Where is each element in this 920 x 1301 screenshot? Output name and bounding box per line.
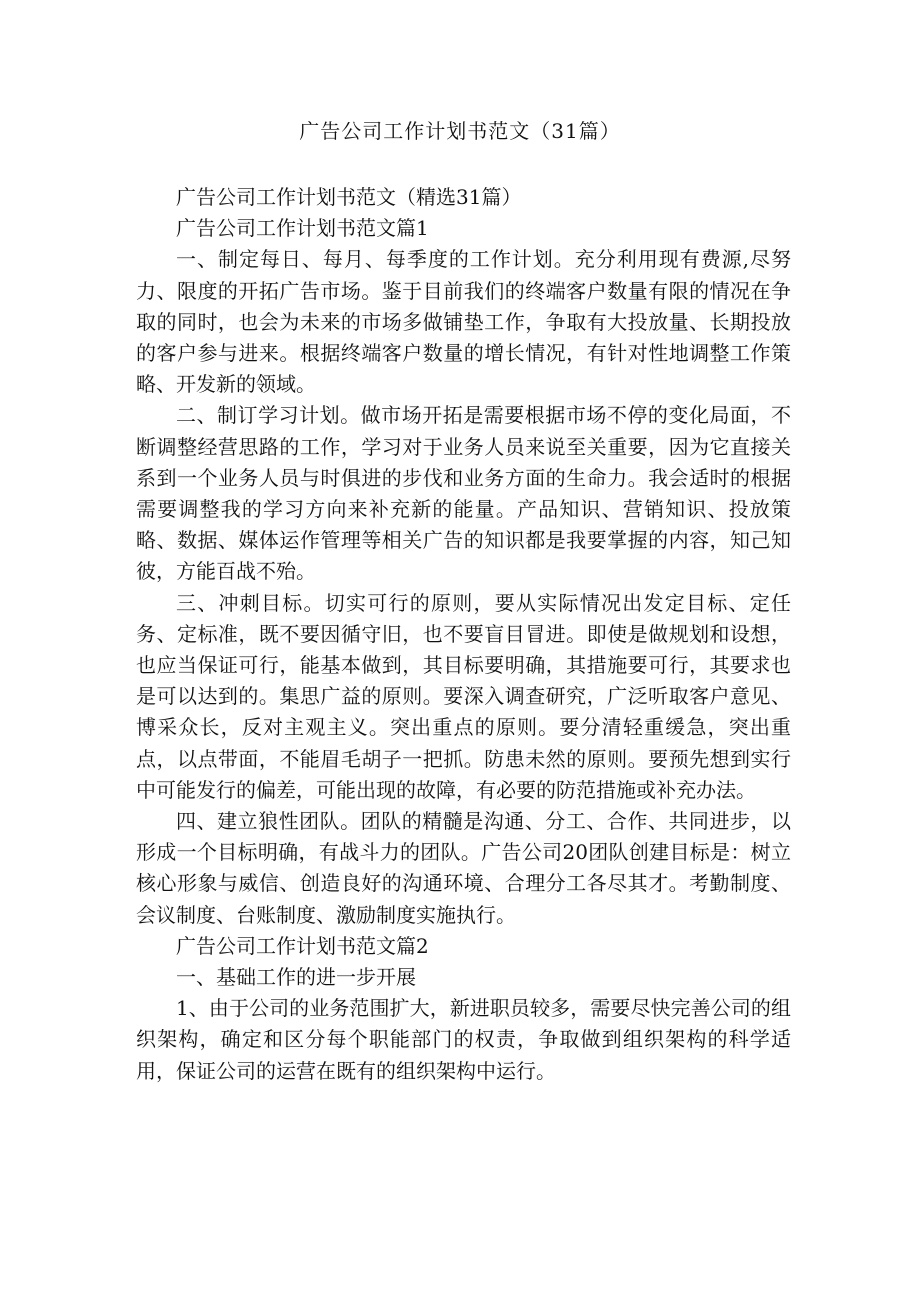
section-heading-1: 广告公司工作计划书范文篇1 bbox=[176, 216, 429, 241]
body-paragraph: 二、制订学习计划。做市场开拓是需要根据市场不停的变化局面，不断调整经营思路的工作，学习对于业务人员来说至关重要，因为它直接关系到一个业务人员与时俱进的步伐和业务方面的生命力。我会适时的根据需要调整我的学习方向来补充新的能量。产品知识、营销知识、投放策略、数据、媒体运作管理等相关广告的知识都是我要掌握的内容，知己知彼，方能百战不殆。 bbox=[136, 403, 791, 584]
body-paragraph: 一、制定每日、每月、每季度的工作计划。充分利用现有费源,尽努力、限度的开拓广告市场。鉴于目前我们的终端客户数量有限的情况在争取的同时，也会为未来的市场多做铺垫工作，争取有大投放量、长期投放的客户参与进来。根据终端客户数量的增长情况，有针对性地调整工作策略、开发新的领域。 bbox=[136, 247, 791, 397]
body-paragraph: 三、冲刺目标。切实可行的原则，要从实际情况出发定目标、定任务、定标准，既不要因循守旧，也不要盲目冒进。即使是做规划和设想，也应当保证可行，能基本做到，其目标要明确，其措施要可行，其要求也是可以达到的。集思广益的原则。要深入调查研究，广泛听取客户意见、博采众长，反对主观主义。突出重点的原则。要分清轻重缓急，突出重点，以点带面，不能眉毛胡子一把抓。防患未然的原则。要预先想到实行中可能发行的偏差，可能出现的故障，有必要的防范措施或补充办法。 bbox=[136, 590, 791, 802]
body-paragraph: 四、建立狼性团队。团队的精髓是沟通、分工、合作、共同进步，以形成一个目标明确，有战斗力的团队。广告公司20团队创建目标是：树立核心形象与威信、创造良好的沟通环境、合理分工各尽其才。考勤制度、会议制度、台账制度、激励制度实施执行。 bbox=[136, 809, 791, 927]
body-paragraph: 1、由于公司的业务范围扩大，新进职员较多，需要尽快完善公司的组织架构，确定和区分每个职能部门的权责，争取做到组织架构的科学适用，保证公司的运营在既有的组织架构中运行。 bbox=[136, 996, 791, 1083]
document-body bbox=[136, 182, 791, 1087]
document-title: 广告公司工作计划书范文（31篇） bbox=[299, 119, 621, 143]
subtitle-paragraph: 广告公司工作计划书范文（精选31篇） bbox=[176, 185, 522, 209]
section-heading-2: 广告公司工作计划书范文篇2 bbox=[176, 933, 429, 958]
sub-heading: 一、基础工作的进一步开展 bbox=[176, 965, 416, 990]
